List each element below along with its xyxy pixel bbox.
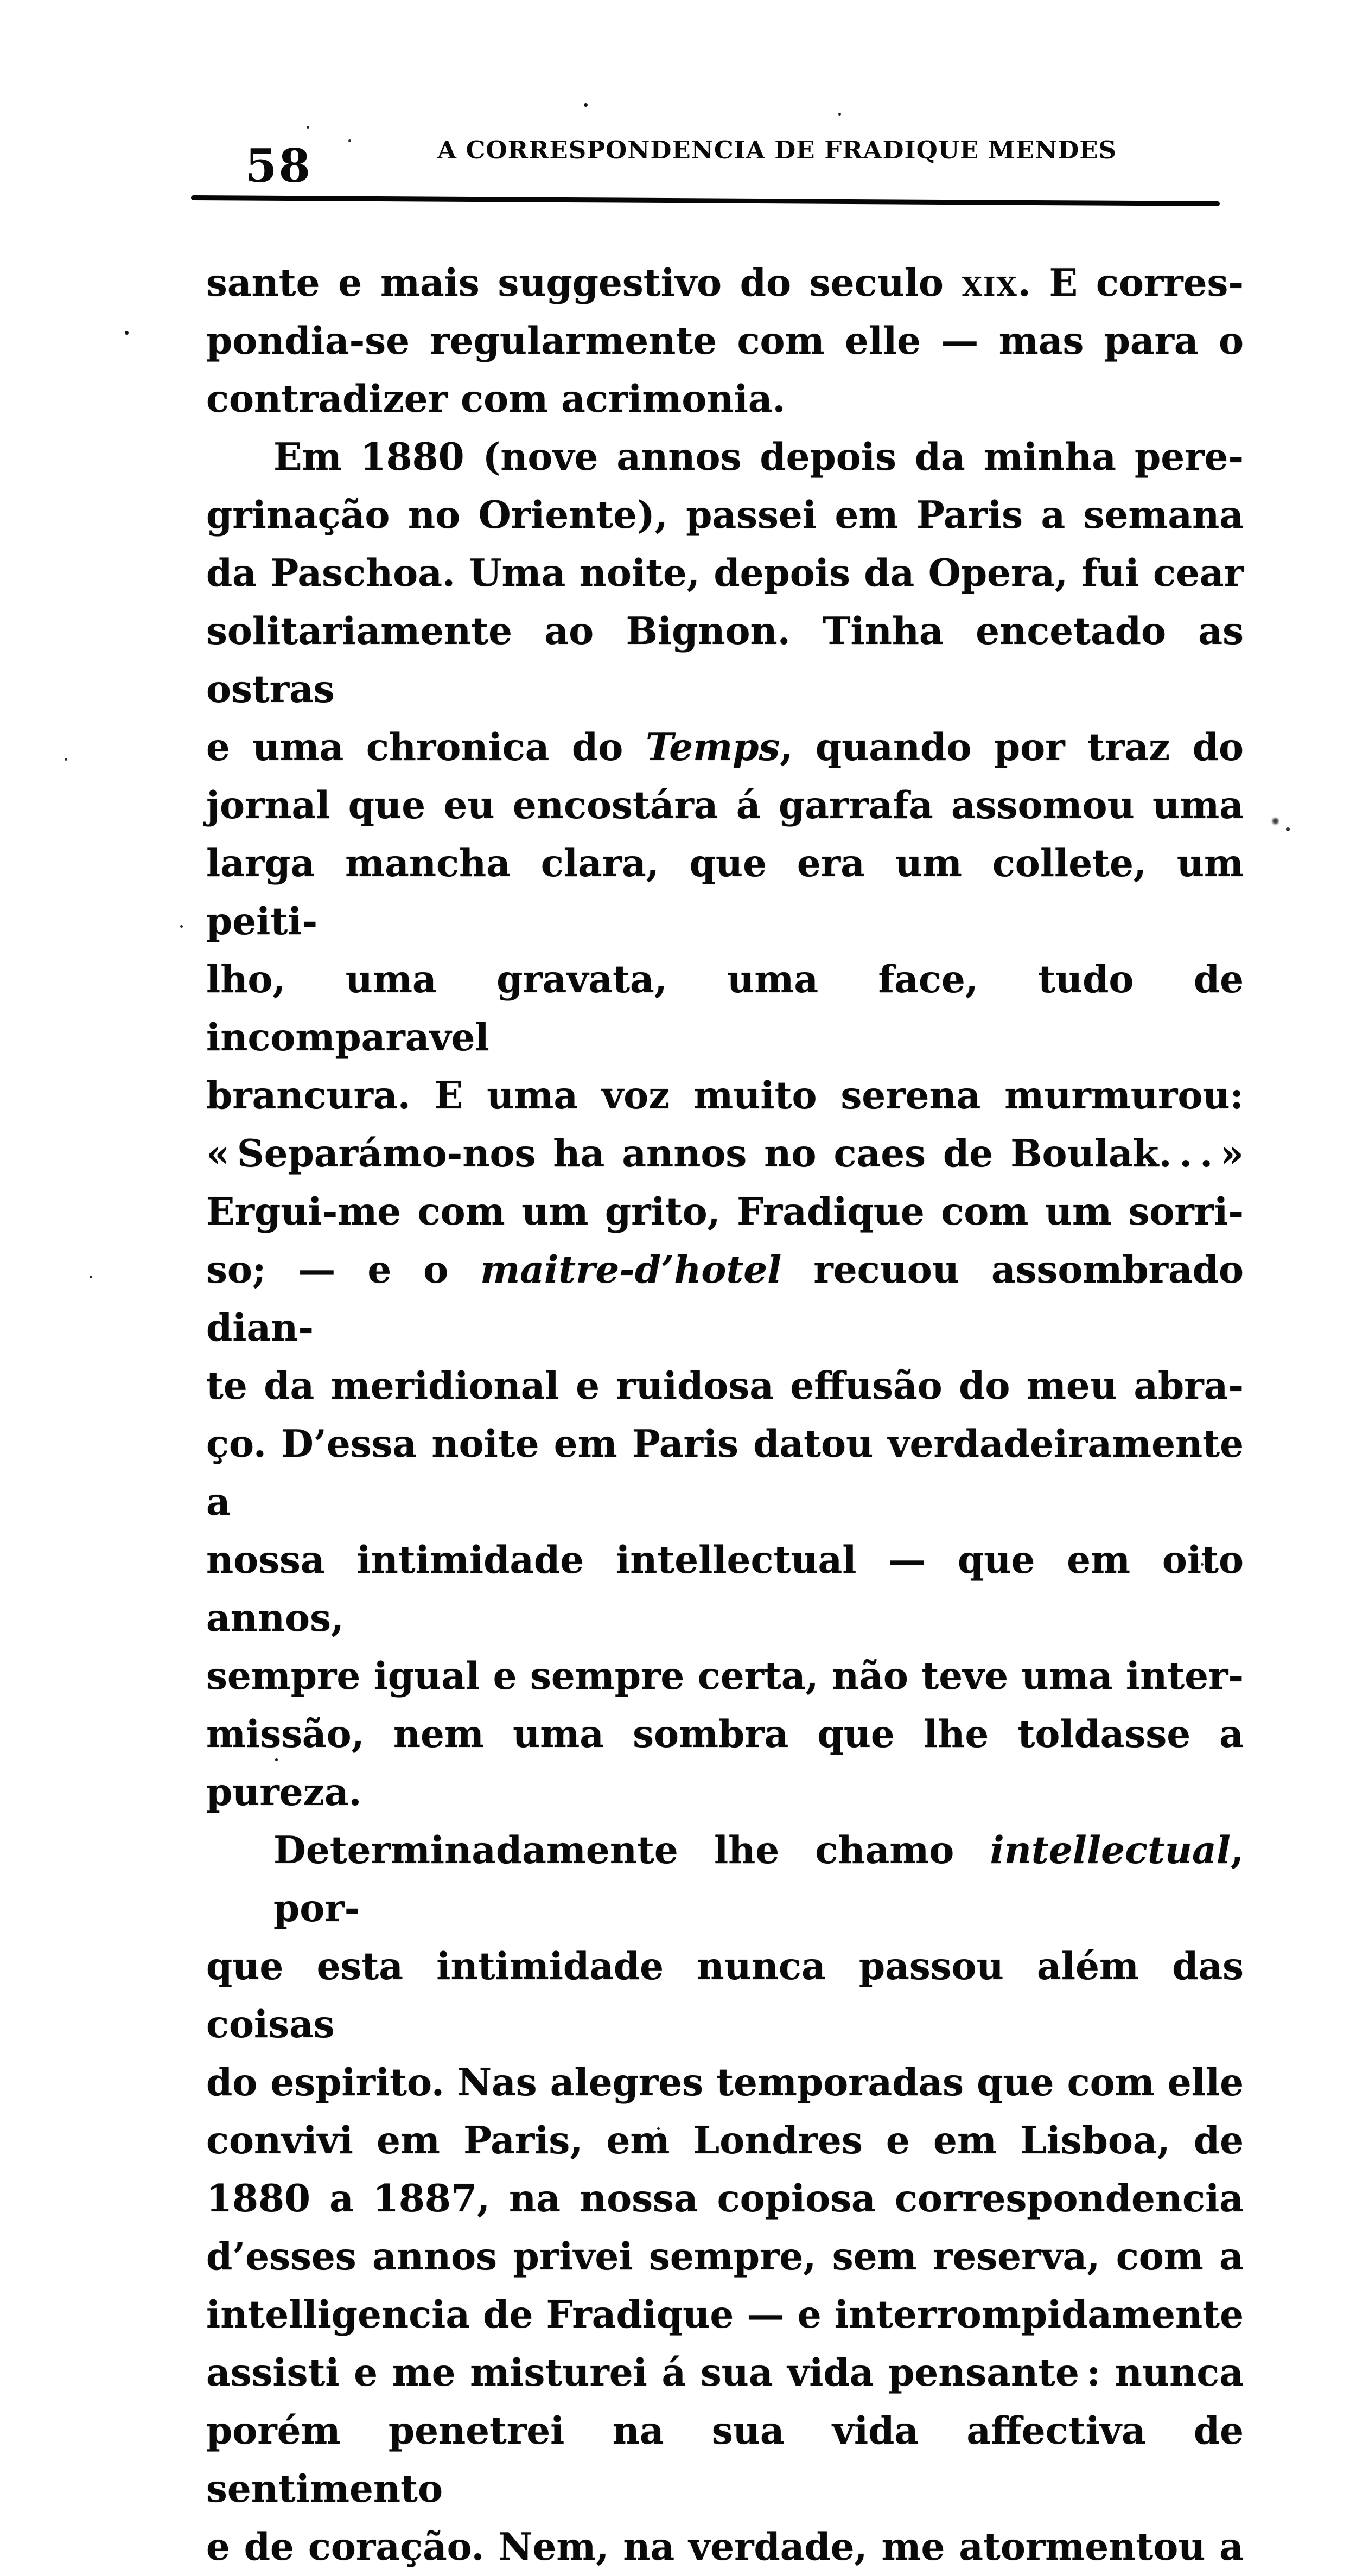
text-segment: jornal que eu encostára á garrafa assomou uma [206, 783, 1244, 827]
text-segment: Em 1880 (nove annos depois da minha pere- [273, 435, 1244, 479]
text-segment: do espirito. Nas alegres temporadas que com elle [206, 2061, 1244, 2105]
text-line [206, 2228, 1244, 2286]
text-segment: ço. D’essa noite em Paris datou verdadeiramente a [206, 1422, 1244, 1524]
text-segment: , por- [273, 1828, 1244, 1930]
text-segment: missão, nem uma sombra que lhe toldasse a pureza. [206, 1712, 1244, 1814]
text-line [206, 1183, 1244, 1241]
text-segment: solitariamente ao Bignon. Tinha encetado as ostras [206, 609, 1244, 711]
text-segment: « Separámo-nos ha annos no caes de Boulak. . . » [206, 1132, 1244, 1176]
text-segment-italic: maitre-d’hotel [480, 1248, 782, 1292]
text-line [206, 428, 1244, 486]
text-line [206, 2402, 1244, 2518]
text-segment: d’esses annos privei sempre, sem reserva, com a [206, 2235, 1244, 2279]
text-segment: lho, uma gravata, uma face, tudo de incomparavel [206, 958, 1244, 1060]
text-segment: e de coração. Nem, na verdade, me atormentou a [206, 2525, 1244, 2569]
text-segment: contradizer com acrimonia. [206, 377, 786, 421]
text-line [206, 718, 1244, 776]
text-segment: intelligencia de Fradique — e interrompidamente [206, 2293, 1244, 2337]
text-line [206, 544, 1244, 602]
text-line [206, 2344, 1244, 2402]
text-line [206, 1705, 1244, 1821]
text-line [206, 776, 1244, 834]
text-segment-italic: Temps [645, 725, 780, 769]
text-line [206, 1067, 1244, 1125]
text-line [206, 602, 1244, 718]
text-line [206, 1357, 1244, 1415]
text-segment: convivi em Paris, em Londres e em Lisboa, de [206, 2119, 1244, 2163]
text-segment: sante e mais suggestivo do seculo [206, 261, 962, 305]
running-header: A CORRESPONDENCIA DE FRADIQUE MENDES [437, 136, 1117, 164]
text-segment: assisti e me misturei á sua vida pensante : nunca [206, 2351, 1244, 2395]
text-segment: larga mancha clara, que era um collete, um peiti- [206, 841, 1244, 943]
page-number: 58 [245, 139, 312, 193]
text-line [206, 1125, 1244, 1183]
text-segment: nossa intimidade intellectual — que em oito annos, [206, 1538, 1244, 1640]
text-segment: . E corres- [1017, 261, 1244, 305]
text-line [206, 2286, 1244, 2344]
text-line [206, 2112, 1244, 2170]
text-line [206, 2518, 1244, 2576]
text-segment: te da meridional e ruidosa effusão do meu abra- [206, 1364, 1244, 1408]
text-line [206, 1647, 1244, 1705]
text-segment: da Paschoa. Uma noite, depois da Opera, fui cear [206, 551, 1244, 595]
text-segment: Determinadamente lhe chamo [273, 1828, 990, 1872]
text-line [206, 1821, 1244, 1937]
text-line [206, 312, 1244, 370]
text-line [206, 2054, 1244, 2112]
text-segment: Ergui-me com um grito, Fradique com um sorri- [206, 1190, 1244, 1234]
text-line [206, 1937, 1244, 2054]
text-segment: sempre igual e sempre certa, não teve uma inter- [206, 1654, 1244, 1698]
text-segment: , quando por traz do [780, 725, 1244, 769]
text-line [206, 1415, 1244, 1531]
text-segment-smallcaps: xix [962, 261, 1018, 305]
scan-noise [0, 0, 2, 2]
text-line [206, 1531, 1244, 1647]
text-line [206, 951, 1244, 1067]
text-segment: so; — e o [206, 1248, 481, 1292]
body-text [206, 254, 1244, 2576]
text-segment: que esta intimidade nunca passou além das coisas [206, 1944, 1244, 2046]
text-line [206, 834, 1244, 951]
text-segment: porém penetrei na sua vida affectiva de sentimento [206, 2409, 1244, 2511]
text-segment: brancura. E uma voz muito serena murmurou: [206, 1074, 1244, 1118]
text-segment: grinação no Oriente), passei em Paris a semana [206, 493, 1244, 537]
text-segment-italic: intellectual [990, 1828, 1231, 1872]
text-segment: e uma chronica do [206, 725, 646, 769]
text-segment: recuou assombrado dian- [206, 1248, 1244, 1350]
text-segment: pondia-se regularmente com elle — mas para o [206, 319, 1244, 363]
header-rule [191, 195, 1220, 206]
text-line [206, 254, 1244, 312]
text-line [206, 370, 1244, 428]
text-segment: 1880 a 1887, na nossa copiosa correspondencia [206, 2177, 1244, 2221]
text-line [206, 1241, 1244, 1357]
text-line [206, 486, 1244, 544]
text-line [206, 2170, 1244, 2228]
